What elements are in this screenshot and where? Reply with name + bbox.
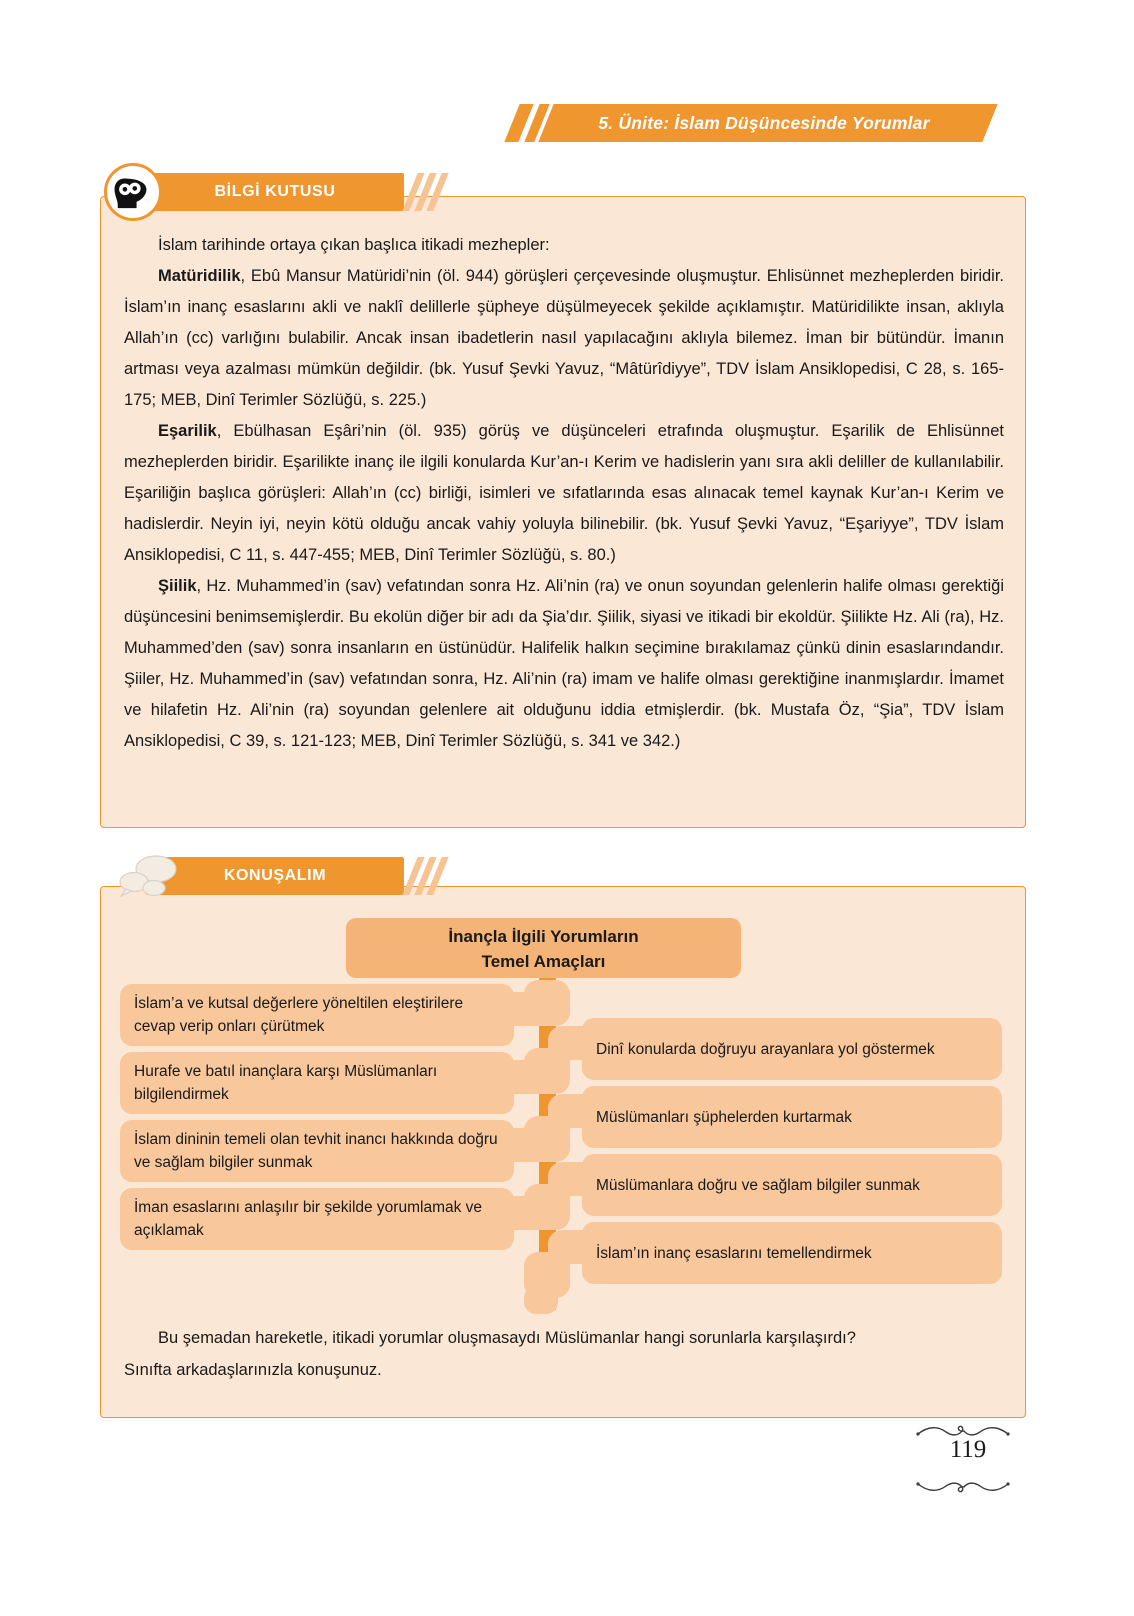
info-box-title: BİLGİ KUTUSU: [214, 183, 336, 200]
term-maturidilik: Matüridilik: [158, 267, 241, 285]
diagram-left-item-1-label: İslam’a ve kutsal değerlere yöneltilen eleştirilere cevap verip onları çürütmek: [134, 995, 464, 1035]
diagram-right-item-1-label: Dinî konularda doğruyu arayanlara yol göstermek: [596, 1040, 935, 1058]
info-box-header: [146, 173, 446, 211]
term-siilik-text: , Hz. Muhammed’in (sav) vefatından sonra Hz. Ali’nin (ra) ve onun soyundan gelenlerin halife olması gerektiği düşüncesini benimsemişlerdir. Bu ekolün diğer bir adı da Şia’dır. Şiilik, siyasi ve itikadi bir ekoldür. Şiilikte Hz. Ali (ra), Hz. Muhammed’den (sav) sonra insanların en üstünüdür. Halifelik halkın seçimine bırakılamaz çünkü dinin esaslarındandır. Şiiler, Hz. Muhammed’in (sav) vefatından sonra, Hz. Ali’nin (ra) imam ve halife olması gerektiğine inanmışlardır. İmamet ve hilafetin Hz. Ali’nin (ra) soyundan gelenlere ait olduğunu iddia etmişlerdir. (bk. Mustafa Öz, “Şia”, TDV İslam Ansiklopedisi, C 39, s. 121-123; MEB, Dinî Terimler Sözlüğü, s. 341 ve 342.): [124, 577, 1004, 750]
diagram-left-item-3: [120, 1120, 514, 1182]
spine-knuckle-3: [524, 1116, 570, 1162]
head-brain-icon: [104, 163, 162, 221]
diagram-right-item-2: [582, 1086, 1002, 1148]
diagram-center-title-line1: İnançla İlgili Yorumların: [448, 927, 639, 946]
info-box-body: [124, 230, 1004, 757]
closing-line-2: Sınıfta arkadaşlarınızla konuşunuz.: [124, 1361, 382, 1379]
spine-knuckle-1: [524, 980, 570, 1026]
diagram-center-node: [346, 918, 741, 978]
unit-banner-label: 5. Ünite: İslam Düşüncesinde Yorumlar: [598, 113, 930, 133]
talk-box-title: KONUŞALIM: [223, 867, 327, 884]
diagram-right-item-3-label: Müslümanlara doğru ve sağlam bilgiler sunmak: [596, 1176, 920, 1194]
diagram-left-item-2: [120, 1052, 514, 1114]
talk-box-arrows-icon: [408, 857, 448, 895]
diagram-left-item-2-label: Hurafe ve batıl inançlara karşı Müslümanları bilgilendirmek: [134, 1063, 438, 1103]
diagram-left-item-1: [120, 984, 514, 1046]
unit-banner: [512, 104, 990, 142]
diagram-left-item-4-label: İman esaslarını anlaşılır bir şekilde yorumlamak ve açıklamak: [134, 1199, 483, 1239]
term-siilik: Şiilik: [158, 577, 197, 595]
diagram-right-item-3: [582, 1154, 1002, 1216]
purposes-diagram: [108, 900, 1026, 1320]
diagram-center-title-line2: Temel Amaçları: [481, 952, 606, 971]
speech-bubbles-icon: [112, 852, 188, 900]
info-paragraph-maturidilik: [124, 261, 1004, 416]
diagram-left-item-4: [120, 1188, 514, 1250]
spine-tail-knuckle: [524, 1286, 558, 1314]
info-paragraph-esarilik: [124, 416, 1004, 571]
spine-knuckle-4: [524, 1184, 570, 1230]
spine-knuckle-2: [524, 1048, 570, 1094]
talk-box-header: [146, 857, 446, 895]
talk-box-closing-text: [124, 1322, 1004, 1386]
diagram-right-item-4-label: İslam’ın inanç esaslarını temellendirmek: [596, 1244, 872, 1262]
term-esarilik: Eşarilik: [158, 422, 217, 440]
diagram-right-item-1: [582, 1018, 1002, 1080]
closing-line-1: Bu şemadan hareketle, itikadi yorumlar oluşmasaydı Müslümanlar hangi sorunlarla karşılaşırdı?: [158, 1329, 856, 1347]
term-esarilik-text: , Ebülhasan Eşâri’nin (öl. 935) görüş ve düşünceleri etrafında oluşmuştur. Eşarilik de Ehlisünnet mezheplerden biridir. Eşarilikte inanç ile ilgili konularda Kur’an-ı Kerim ve hadislerin yanı sıra akli deliller de kullanılabilir. Eşariliğin başlıca görüşleri: Allah’ın (cc) birliği, isimleri ve sıfatlarında esas alınacak temel kaynak Kur’an-ı Kerim ve hadislerdir. Neyin iyi, neyin kötü olduğu ancak vahiy yoluyla bilinebilir. (bk. Yusuf Şevki Yavuz, “Eşariyye”, TDV İslam Ansiklopedisi, C 11, s. 447-455; MEB, Dinî Terimler Sözlüğü, s. 80.): [124, 422, 1004, 564]
info-paragraph-siilik: [124, 571, 1004, 757]
term-maturidilik-text: , Ebû Mansur Matüridi’nin (öl. 944) görüşleri çerçevesinde oluşmuştur. Ehlisünnet mezheplerden biridir. İslam’ın inanç esaslarını akli ve naklî delillerle şüpheye düşülmeyecek şekilde açıklamıştır. Matüridilikte insan, aklıyla Allah’ın (cc) varlığını bulabilir. Ancak insan ibadetlerin nasıl yapılacağını aklıyla bilemez. İman bir bütündür. İmanın artması veya azalması mümkün değildir. (bk. Yusuf Şevki Yavuz, “Mâtürîdiyye”, TDV İslam Ansiklopedisi, C 28, s. 165-175; MEB, Dinî Terimler Sözlüğü, s. 225.): [124, 267, 1004, 409]
page-ornament-bottom-icon: [908, 1478, 1028, 1496]
page-number: 119: [949, 1436, 987, 1463]
diagram-right-item-4: [582, 1222, 1002, 1284]
info-intro: İslam tarihinde ortaya çıkan başlıca itikadi mezhepler:: [158, 236, 550, 254]
diagram-left-item-3-label: İslam dininin temeli olan tevhit inancı hakkında doğru ve sağlam bilgiler sunmak: [134, 1131, 498, 1171]
info-box-arrows-icon: [408, 173, 448, 211]
diagram-right-item-2-label: Müslümanları şüphelerden kurtarmak: [596, 1108, 852, 1126]
